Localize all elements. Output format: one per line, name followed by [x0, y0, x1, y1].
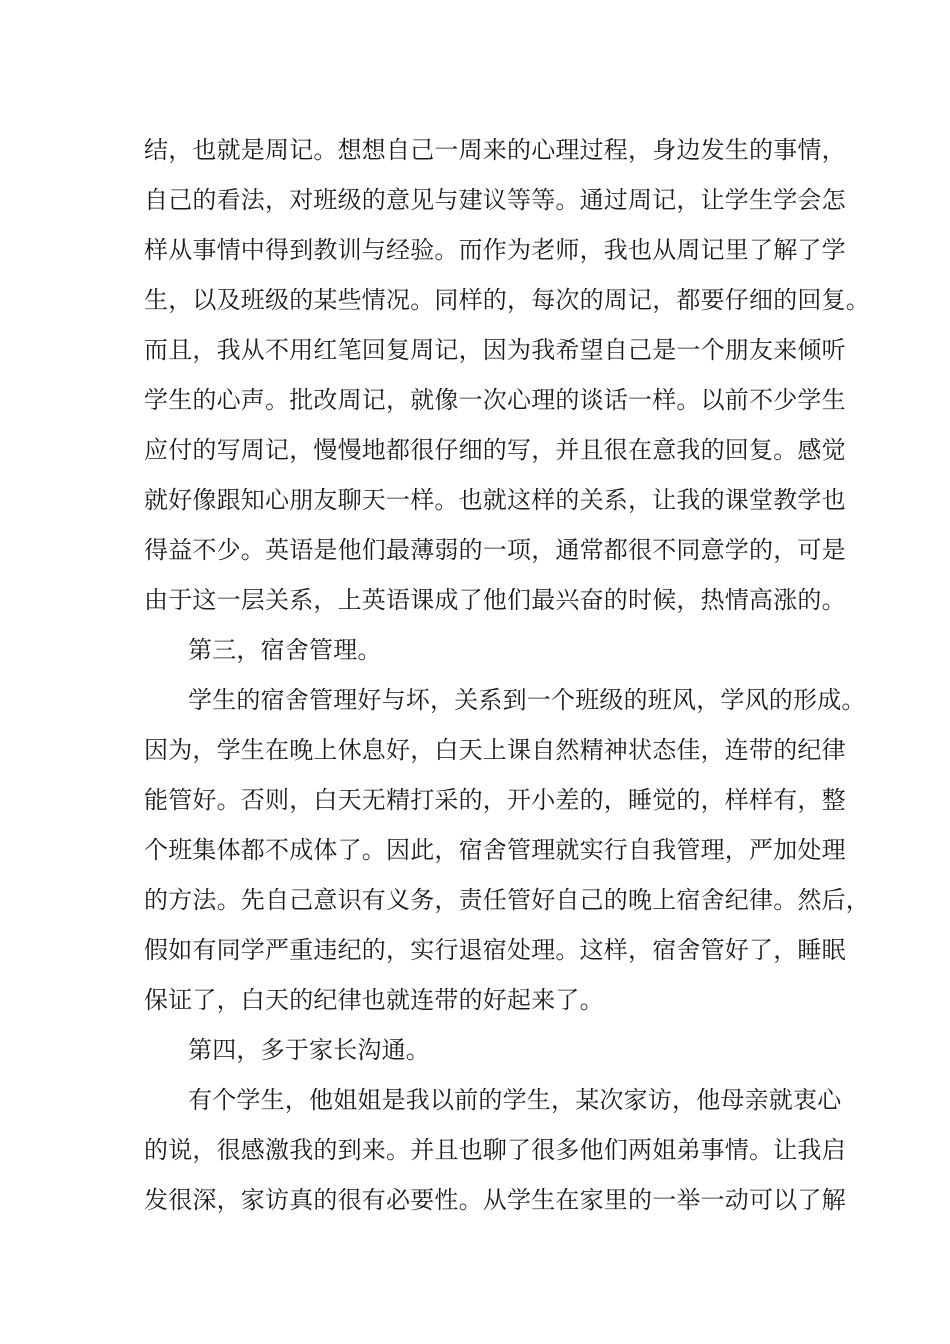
text-line: 的方法。先自己意识有义务，责任管好自己的晚上宿舍纪律。然后，	[144, 886, 870, 914]
text-line: 因为，学生在晚上休息好，白天上课自然精神状态佳，连带的纪律	[144, 736, 846, 764]
text-line: 应付的写周记，慢慢地都很仔细的写，并且很在意我的回复。感觉	[144, 436, 846, 464]
text-line: 而且，我从不用红笔回复周记，因为我希望自己是一个朋友来倾听	[144, 336, 846, 364]
text-line: 保证了，白天的纪律也就连带的好起来了。	[144, 986, 604, 1014]
text-line: 个班集体都不成体了。因此，宿舍管理就实行自我管理，严加处理	[144, 836, 846, 864]
text-line: 生，以及班级的某些情况。同样的，每次的周记，都要仔细的回复。	[144, 286, 870, 314]
text-line: 假如有同学严重违纪的，实行退宿处理。这样，宿舍管好了，睡眠	[144, 936, 846, 964]
text-line: 学生的宿舍管理好与坏，关系到一个班级的班风，学风的形成。	[188, 686, 866, 714]
text-line: 由于这一层关系，上英语课成了他们最兴奋的时候，热情高涨的。	[144, 586, 846, 614]
text-line: 发很深，家访真的很有必要性。从学生在家里的一举一动可以了解	[144, 1186, 846, 1214]
text-line: 有个学生，他姐姐是我以前的学生，某次家访，他母亲就衷心	[188, 1086, 842, 1114]
section-heading: 第四，多于家长沟通。	[188, 1036, 430, 1064]
text-line: 自己的看法，对班级的意见与建议等等。通过周记，让学生学会怎	[144, 186, 846, 214]
text-line: 得益不少。英语是他们最薄弱的一项，通常都很不同意学的，可是	[144, 536, 846, 564]
text-line: 能管好。否则，白天无精打采的，开小差的，睡觉的，样样有，整	[144, 786, 846, 814]
text-line: 样从事情中得到教训与经验。而作为老师，我也从周记里了解了学	[144, 236, 846, 264]
text-line: 就好像跟知心朋友聊天一样。也就这样的关系，让我的课堂教学也	[144, 486, 846, 514]
section-heading: 第三，宿舍管理。	[188, 636, 382, 664]
text-line: 结，也就是周记。想想自己一周来的心理过程，身边发生的事情，	[144, 136, 846, 164]
text-line: 学生的心声。批改周记，就像一次心理的谈话一样。以前不少学生	[144, 386, 846, 414]
text-line: 的说，很感激我的到来。并且也聊了很多他们两姐弟事情。让我启	[144, 1136, 846, 1164]
